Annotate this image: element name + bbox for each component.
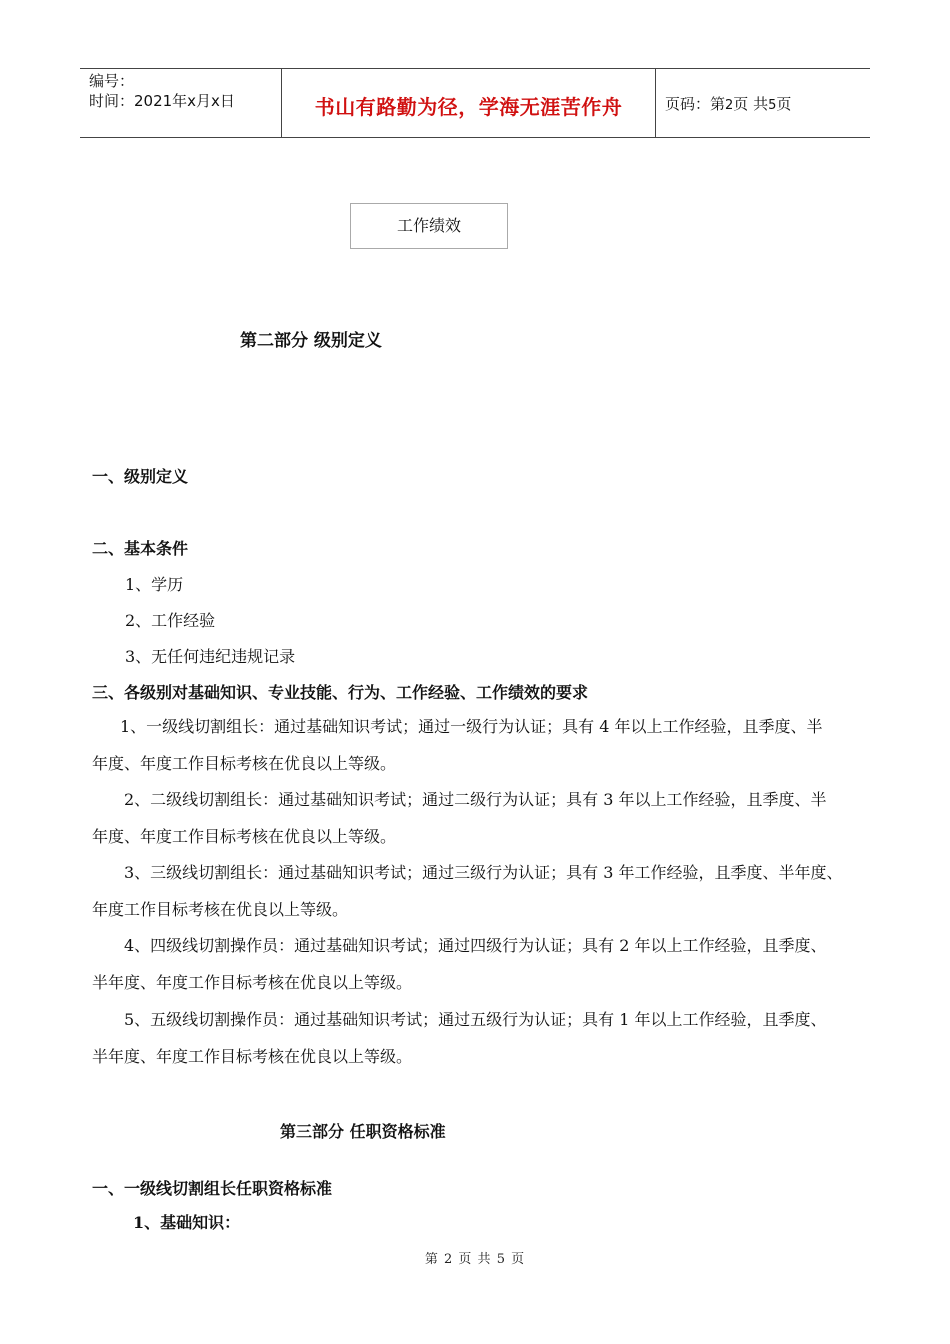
page-prefix: 页码：第 — [665, 95, 726, 113]
requirement-item — [92, 854, 872, 928]
section2-heading: 二、基本条件 — [92, 539, 189, 558]
requirement-line: 2、二级线切割组长：通过基础知识考试；通过二级行为认证；具有 3 年以上工作经验，且季度、半 — [124, 790, 827, 809]
header-page-cell — [655, 69, 870, 137]
part2-title: 第二部分 级别定义 — [240, 331, 382, 351]
requirement-item — [92, 927, 872, 1001]
header-page-indicator — [665, 93, 791, 114]
header-motto: 书山有路勤为径，学海无涯苦作舟 — [314, 95, 623, 119]
page-total: 5 — [768, 98, 777, 113]
requirement-line: 1、一级线切割组长：通过基础知识考试；通过一级行为认证；具有 4 年以上工作经验，且季度、半 — [120, 717, 823, 736]
requirement-item — [92, 781, 872, 855]
work-performance-box: 工作绩效 — [350, 203, 508, 249]
requirement-line: 5、五级线切割操作员：通过基础知识考试；通过五级行为认证；具有 1 年以上工作经验，且季度、 — [124, 1010, 827, 1029]
requirement-line: 4、四级线切割操作员：通过基础知识考试；通过四级行为认证；具有 2 年以上工作经验，且季度、 — [124, 936, 827, 955]
header-motto-cell — [281, 69, 656, 137]
requirement-line: 年度、年度工作目标考核在优良以上等级。 — [92, 754, 397, 773]
requirement-line: 半年度、年度工作目标考核在优良以上等级。 — [92, 973, 413, 992]
section1-heading: 一、级别定义 — [92, 467, 189, 486]
time-label: 时间：2021年x月x日 — [89, 92, 235, 110]
page-header — [80, 68, 870, 138]
requirement-item — [92, 1001, 872, 1075]
condition-item: 3、无任何违纪违规记录 — [125, 647, 296, 666]
requirement-item — [92, 708, 872, 782]
serial-label: 编号： — [89, 72, 135, 90]
condition-item: 2、工作经验 — [125, 611, 216, 630]
requirement-line: 年度工作目标考核在优良以上等级。 — [92, 900, 349, 919]
basic-knowledge-subheading: 1、基础知识： — [133, 1213, 241, 1232]
requirement-line: 半年度、年度工作目标考核在优良以上等级。 — [92, 1047, 413, 1066]
page-number: 2 — [725, 98, 734, 113]
requirement-line: 3、三级线切割组长：通过基础知识考试；通过三级行为认证；具有 3 年工作经验，且季度、半年度、 — [124, 863, 843, 882]
header-meta — [80, 69, 280, 137]
page-footer: 第 2 页 共 5 页 — [424, 1252, 526, 1267]
part3-section1-heading: 一、一级线切割组长任职资格标准 — [92, 1179, 333, 1198]
requirement-line: 年度、年度工作目标考核在优良以上等级。 — [92, 827, 397, 846]
condition-item: 1、学历 — [125, 575, 184, 594]
page-mid: 页 共 — [733, 95, 769, 113]
page-suffix: 页 — [776, 95, 792, 113]
part3-title: 第三部分 任职资格标准 — [280, 1122, 446, 1141]
section3-heading: 三、各级别对基础知识、专业技能、行为、工作经验、工作绩效的要求 — [92, 683, 589, 702]
